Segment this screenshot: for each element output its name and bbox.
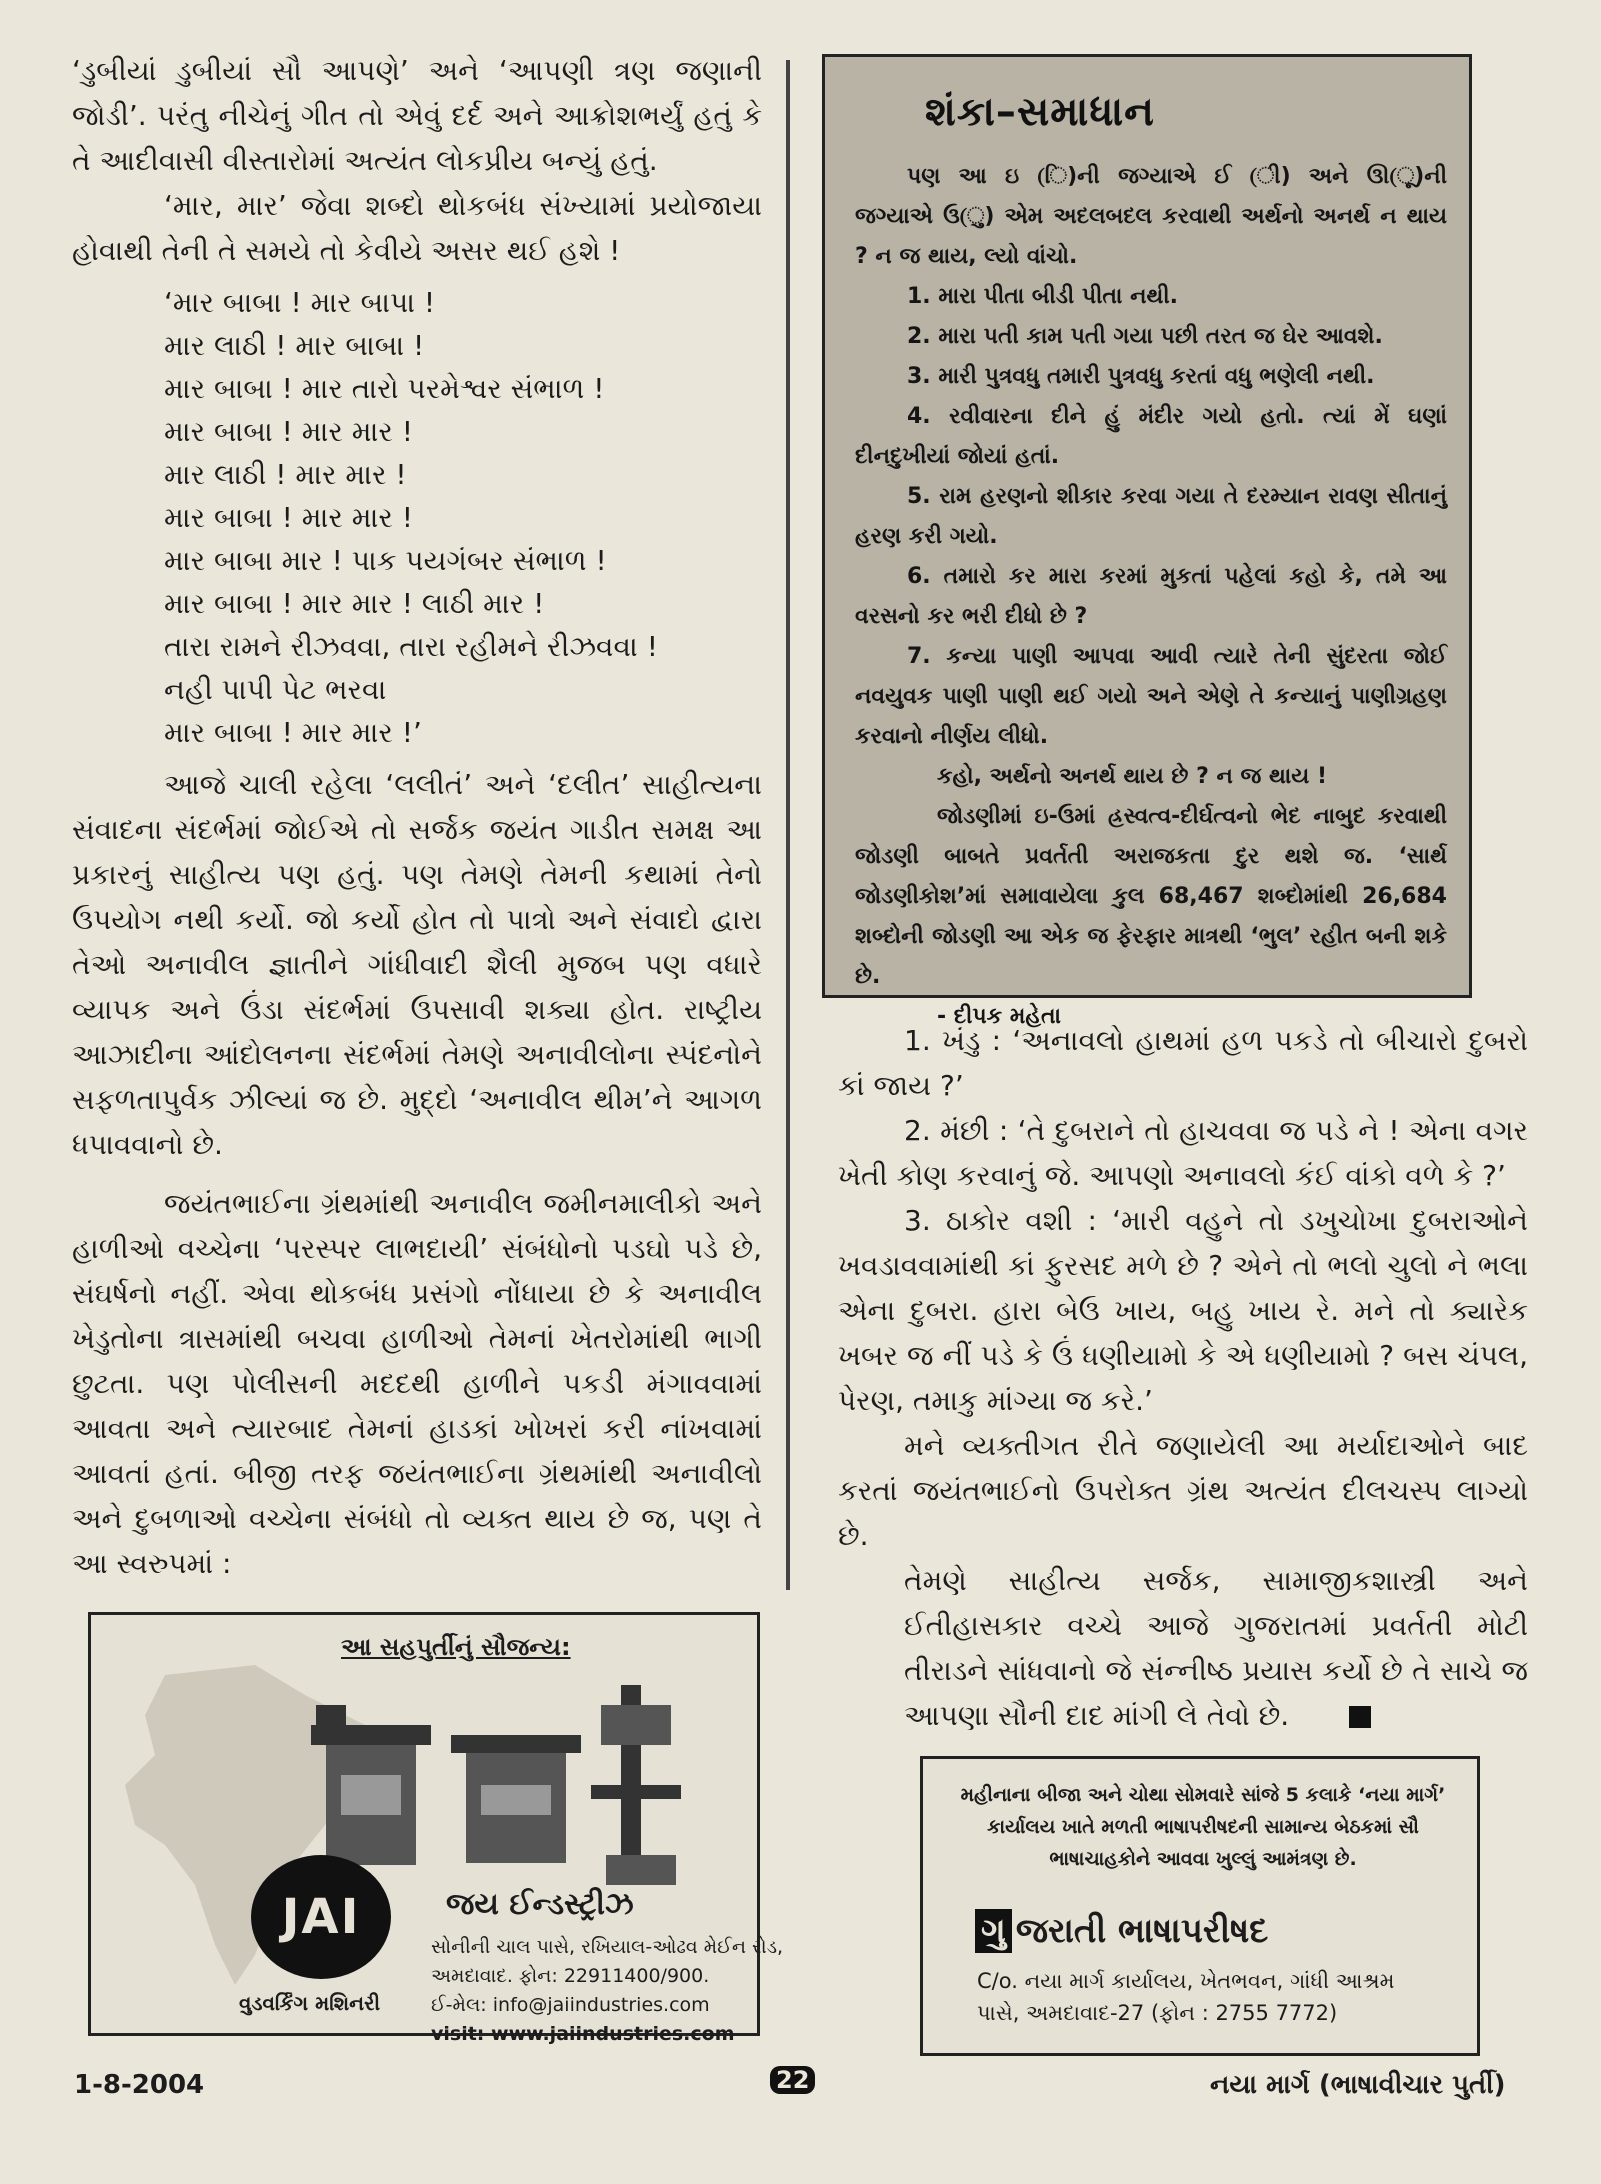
qa-item: 3. મારી પુત્રવધુ તમારી પુત્રવધુ કરતાં વધુ ભણેલી નથી. [907, 364, 1375, 389]
qa-signature: - દીપક મહેતા [937, 1004, 1061, 1029]
poem-line: માર બાબા ! માર માર ! [164, 415, 413, 448]
address-line: C/o. નયા માર્ગ કાર્યાલય, ખેતભવન, ગાંધી આશ્રમ [977, 1969, 1395, 1993]
qa-box [822, 54, 1472, 1029]
company-name: જય ઈન્ડસ્ટ્રીઝ [446, 1887, 634, 1922]
dialogue-3: 3. ઠાકોર વશી : ‘મારી વહુને તો ડખુચોખા દુબરાઓને ખવડાવવામાંથી કાં ફુરસદ મળે છે ? એને તો ભલો ચુલો ને ભલા એના દુબરા. હારા બેઉ ખાય, બહુ ખાય રે. મને તો ક્યારેક ખબર જ નીં પડે કે ઉં ધણીયામો કે એ ધણીયામો ? બસ ચંપલ, પેરણ, તમાકુ માંગ્યા જ કરે.’ [838, 1204, 1528, 1417]
sponsor-ad [88, 1612, 784, 2045]
column-divider [786, 60, 790, 1590]
qa-title: શંકા–સમાધાન [925, 89, 1155, 135]
poem-line: માર બાબા માર ! પાક પયગંબર સંભાળ ! [164, 544, 607, 577]
poem-line: ‘માર બાબા ! માર બાપા ! [164, 286, 436, 319]
left-column [72, 48, 762, 1586]
paragraph-3: આજે ચાલી રહેલા ‘લલીતં’ અને ‘દલીત’ સાહીત્યના સંવાદના સંદર્ભમાં જોઈએ તો સર્જક જયંત ગાડીત સમક્ષ આ પ્રકારનું સાહીત્ય પણ હતું. પણ તેમણે તેમની કથામાં તેનો ઉપયોગ નથી કર્યો. જો કર્યો હોત તો પાત્રો અને સંવાદો દ્વારા તેઓ અનાવીલ જ્ઞાતીને ગાંધીવાદી શૈલી મુજબ પણ વધારે વ્યાપક અને ઉંડા સંદર્ભમાં ઉપસાવી શક્યા હોત. રાષ્ટ્રીય આઝાદીના આંદોલનના સંદર્ભમાં તેમણે અનાવીલોના સ્પંદનોને સફળતાપુર્વક ઝીલ્યાં જ છે. મુદ્દો ‘અનાવીલ થીમ’ને આગળ ધપાવવાનો છે. [72, 768, 762, 1161]
address-line: પાસે, અમદાવાદ-27 (ફોન : 2755 7772) [977, 2001, 1338, 2025]
parishad-notice [920, 1756, 1480, 2056]
intro-paragraph: ‘ડુબીયાં ડુબીયાં સૌ આપણે’ અને ‘આપણી ત્રણ જણાની જોડી’. પરંતુ નીચેનું ગીત તો એવું દર્દ અને આક્રોશભર્યું હતું કે તે આદીવાસી વીસ્તારોમાં અત્યંત લોકપ્રીય બન્યું હતું. [72, 54, 762, 177]
poem-line: માર બાબા ! માર માર !’ [164, 716, 422, 749]
parishad-name-rest: જરાતી ભાષાપરીષદ [1015, 1911, 1269, 1951]
poem-line: માર બાબા ! માર તારો પરમેશ્વર સંભાળ ! [164, 372, 605, 405]
address-line: સોનીની ચાલ પાસે, રખિયાલ-ઓઢવ મેઈન રોડ, [431, 1936, 784, 1958]
poem-line: માર લાઠી ! માર માર ! [164, 458, 407, 491]
paragraph-4: જયંતભાઈના ગ્રંથમાંથી અનાવીલ જમીનમાલીકો અને હાળીઓ વચ્ચેના ‘પરસ્પર લાભદાયી’ સંબંધોનો પડઘો પડે છે, સંઘર્ષનો નહીં. એવા થોકબંધ પ્રસંગો નોંધાયા છે કે અનાવીલ ખેડુતોના ત્રાસમાંથી બચવા હાળીઓ તેમનાં ખેતરોમાંથી ભાગી છુટતા. પણ પોલીસની મદદથી હાળીને પકડી મંગાવવામાં આવતા અને ત્યારબાદ તેમનાં હાડકાં ખોખરાં કરી નાંખવામાં આવતાં હતાં. બીજી તરફ જયંતભાઈના ગ્રંથમાંથી અનાવીલો અને દુબળાઓ વચ્ચેના સંબંધો તો વ્યક્ત થાય છે જ, પણ તે આ સ્વરુપમાં : [72, 1187, 762, 1580]
address-line: અમદાવાદ. ફોન: 22911400/900. [431, 1965, 710, 1987]
company-address [431, 1933, 783, 2049]
publication-name: નયા માર્ગ (ભાષાવીચાર પુર્તી) [1210, 2070, 1506, 2100]
closing-paragraph-2 [838, 1558, 1528, 1738]
qa-intro: પણ આ ઇ (િ)ની જગ્યાએ ઈ (ી) અને ઊ(ૂ)ની જગ્યાએ ઉ(ુ) એમ અદલબદલ કરવાથી અર્થનો અનર્થ ન થાય ? ન જ થાય, લ્યો વાંચો. [855, 164, 1447, 269]
parishad-name [975, 1909, 1268, 1953]
poem-line: માર બાબા ! માર માર ! [164, 501, 413, 534]
parishad-address [977, 1965, 1394, 2029]
dialogue-2: 2. મંછી : ‘તે દુબરાને તો હાચવવા જ પડે ને ! એના વગર ખેતી કોણ કરવાનું જે. આપણો અનાવલો કંઈ વાંકો વળે કે ?’ [838, 1114, 1528, 1192]
dialogue-1: 1. ખંડુ : ‘અનાવલો હાથમાં હળ પકડે તો બીચારો દુબરો કાં જાય ?’ [838, 1024, 1528, 1102]
right-column [838, 1018, 1528, 1738]
company-website: visit: www.jaiindustries.com [431, 2023, 735, 2045]
logo-subtitle: વુડવર્કિંગ મશિનરી [239, 1991, 381, 2015]
poem-line: માર બાબા ! માર માર ! લાઠી માર ! [164, 587, 545, 620]
closing-paragraph-1: મને વ્યક્તીગત રીતે જણાયેલી આ મર્યાદાઓને બાદ કરતાં જયંતભાઈનો ઉપરોક્ત ગ્રંથ અત્યંત દીલચસ્પ લાગ્યો છે. [838, 1429, 1528, 1552]
qa-item: 4. રવીવારના દીને હું મંદીર ગયો હતો. ત્યાં મેં ઘણાં દીનદુખીયાં જોયાં હતાં. [855, 404, 1447, 469]
company-email: ઈ-મેલ: info@jaiindustries.com [431, 1994, 710, 2016]
poem-line: માર લાઠી ! માર બાબા ! [164, 329, 425, 362]
qa-item: 5. રામ હરણનો શીકાર કરવા ગયા તે દરમ્યાન રાવણ સીતાનું હરણ કરી ગયો. [855, 484, 1447, 549]
parishad-name-initial: ગુ [975, 1909, 1012, 1953]
qa-item: 2. મારા પતી કામ પતી ગયા પછી તરત જ ઘેર આવશે. [907, 324, 1383, 349]
qa-item: 1. મારા પીતા બીડી પીતા નથી. [907, 284, 1178, 309]
ad-heading: આ સહપુર્તીનું સૌજન્ય: [341, 1633, 571, 1661]
paragraph-2: ‘માર, માર’ જેવા શબ્દો થોકબંધ સંખ્યામાં પ્રયોજાયા હોવાથી તેની તે સમયે તો કેવીયે અસર થઈ હશે ! [72, 189, 762, 267]
poem [72, 281, 762, 754]
jai-logo: JAI [251, 1855, 391, 1979]
poem-line: નહી પાપી પેટ ભરવા [164, 673, 387, 706]
meeting-notice: મહીનાના બીજા અને ચોથા સોમવારે સાંજે 5 કલાકે ‘નયા માર્ગ’ કાર્યાલય ખાતે મળતી ભાષાપરીષદની સામાન્ય બેઠકમાં સૌ ભાષાચાહકોને આવવા ખુલ્લું આમંત્રણ છે. [960, 1784, 1446, 1870]
closing-text: તેમણે સાહીત્ય સર્જક, સામાજીકશાસ્ત્રી અને ઈતીહાસકાર વચ્ચે આજે ગુજરાતમાં પ્રવર્તતી મોટી તીરાડને સાંધવાનો જે સંન્નીષ્ઠ પ્રયાસ કર્યો છે તે સાચે જ આપણા સૌની દાદ માંગી લે તેવો છે. [904, 1564, 1528, 1732]
end-mark-icon [1349, 1706, 1371, 1728]
qa-item: 7. કન્યા પાણી આપવા આવી ત્યારે તેની સુંદરતા જોઈ નવયુવક પાણી પાણી થઈ ગયો અને એણે તે કન્યાનું પાણીગ્રહણ કરવાનો નીર્ણય લીધો. [855, 644, 1447, 749]
qa-body [855, 157, 1447, 1037]
qa-note: જોડણીમાં ઇ-ઉમાં હ્રસ્વત્વ-દીર્ઘત્વનો ભેદ નાબુદ કરવાથી જોડણી બાબતે પ્રવર્તતી અરાજકતા દુર થશે જ. ‘સાર્થ જોડણીકોશ’માં સમાવાયેલા કુલ 68,467 શબ્દોમાંથી 26,684 શબ્દોની જોડણી આ એક જ ફેરફાર માત્રથી ‘ભુલ’ રહીત બની શકે છે. [855, 804, 1447, 989]
poem-line: તારા રામને રીઝવવા, તારા રહીમને રીઝવવા ! [164, 630, 658, 663]
qa-conclusion: કહો, અર્થનો અનર્થ થાય છે ? ન જ થાય ! [937, 764, 1327, 789]
page-number: 22 [770, 2066, 815, 2094]
footer-date: 1-8-2004 [74, 2070, 205, 2100]
qa-item: 6. તમારો કર મારા કરમાં મુકતાં પહેલાં કહો કે, તમે આ વરસનો કર ભરી દીધો છે ? [855, 564, 1447, 629]
